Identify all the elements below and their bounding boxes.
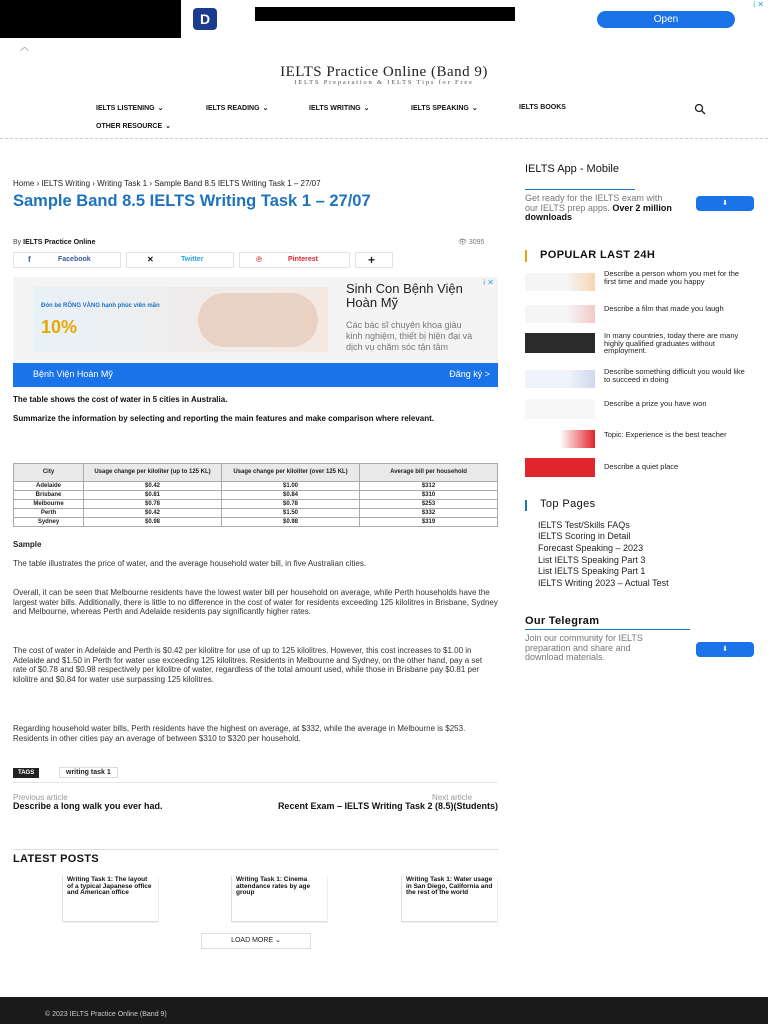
x-twitter-icon: ✕ <box>147 255 154 264</box>
water-cost-table <box>13 463 498 527</box>
app-widget-text: Get ready for the IELTS exam with our IELTS prep apps. Over 2 million downloads <box>525 193 672 222</box>
share-facebook-button[interactable]: f Facebook <box>13 252 121 268</box>
share-more-button[interactable] <box>355 252 393 268</box>
sample-paragraph: The cost of water in Adelaide and Perth is $0.42 per kilolitre for use of up to 125 kilolitres. However, this cost increases to $1.00 in Adelaide and $1.50 in Perth for water use exceeding 125 kilolitres. Residents in Melbourne and Sydney, on the other hand, pay a set rate of $0.78 and $0.98 respectively per kilolitre of water, regardless of the total amount used, while those in Brisbane pay $0.81 per kilolitre and $0.84 for water use surpassing 125 kilolitres. <box>13 646 483 684</box>
table-header: City <box>14 464 84 482</box>
copyright-text: © 2023 IELTS Practice Online (Band 9) <box>45 1011 167 1018</box>
nav-item-other-resource[interactable]: OTHER RESOURCE ⌄ <box>96 123 171 130</box>
ad-redacted-bar <box>255 7 515 21</box>
pinterest-icon: ℗ <box>256 255 262 264</box>
sample-heading: Sample <box>13 540 42 549</box>
sample-paragraph: Regarding household water bills, Perth residents have the highest on average, at $332, while the average in Melbourne is $253. Residents in other cities pay an average of between $310 to $320 per household. <box>13 724 466 743</box>
share-pinterest-button[interactable]: ℗ Pinterest <box>239 252 350 268</box>
facebook-icon: f <box>28 255 31 264</box>
app-widget-heading: IELTS App - Mobile <box>525 163 619 175</box>
divider <box>13 782 498 783</box>
sample-paragraph: The table illustrates the price of water, and the average household water bill, in five Australian cities. <box>13 559 367 568</box>
popular-thumbnail[interactable] <box>525 370 595 388</box>
divider <box>525 189 635 190</box>
popular-heading: POPULAR LAST 24H <box>540 249 656 261</box>
view-count: 👁 3095 <box>458 239 485 246</box>
popular-thumbnail[interactable] <box>525 430 595 448</box>
table-row: Brisbane $0.81 $0.84 $310 <box>14 491 498 500</box>
author-link[interactable]: IELTS Practice Online <box>23 239 96 246</box>
ad-title[interactable]: Sinh Con Bệnh Viện Hoàn Mỹ <box>346 281 463 310</box>
ad-image: Đón bé RỒNG VÀNG hạnh phúc viên mãn 10% <box>33 287 328 352</box>
table-header: Usage change per kiloliter (up to 125 KL) <box>84 464 222 482</box>
header-divider <box>0 138 768 140</box>
site-tagline: IELTS Preparation & IELTS Tips for Free <box>294 79 474 86</box>
table-row: Perth $0.42 $1.50 $332 <box>14 509 498 518</box>
latest-post-card[interactable]: Writing Task 1: The layout of a typical Japanese office and American office <box>62 876 158 922</box>
app-download-button[interactable] <box>696 196 754 211</box>
ad-cta-bar[interactable]: Bệnh Viện Hoàn Mỹ Đăng ký > <box>13 363 498 387</box>
site-title[interactable]: IELTS Practice Online (Band 9) <box>280 64 488 80</box>
ad-register-button[interactable]: Đăng ký > <box>449 369 490 379</box>
latest-post-card[interactable]: Writing Task 1: Water usage in San Diego, California and the rest of the world <box>401 876 497 922</box>
plus-icon: + <box>368 253 376 267</box>
table-header: Usage change per kiloliter (over 125 KL) <box>222 464 360 482</box>
popular-accent-bar <box>525 250 527 262</box>
telegram-heading: Our Telegram <box>525 615 600 627</box>
popular-thumbnail[interactable] <box>525 399 595 419</box>
popular-thumbnail[interactable] <box>525 273 595 291</box>
share-twitter-button[interactable]: ✕ Twitter <box>126 252 234 268</box>
top-page-link[interactable]: List IELTS Speaking Part 1 <box>538 566 646 576</box>
task-prompt: The table shows the cost of water in 5 cities in Australia. <box>13 395 228 404</box>
chevron-down-icon: ⌄ <box>363 105 370 112</box>
top-pages-accent-bar <box>525 500 527 511</box>
post-byline: By IELTS Practice Online <box>13 239 96 246</box>
nav-item-ielts-books[interactable]: IELTS BOOKS <box>519 104 566 111</box>
tags-label: TAGS <box>13 768 39 778</box>
top-pages-heading: Top Pages <box>540 498 596 510</box>
telegram-text: Join our community for IELTS preparation and share and download materials. <box>525 633 643 662</box>
inline-ad[interactable] <box>13 277 498 387</box>
latest-post-card[interactable]: Writing Task 1: Cinema attendance rates by age group <box>231 876 327 922</box>
tag-link[interactable]: writing task 1 <box>59 767 118 778</box>
nav-item-ielts-listening[interactable]: IELTS LISTENING ⌄ <box>96 105 164 112</box>
collapse-ad-button[interactable] <box>0 38 50 52</box>
divider <box>13 849 498 850</box>
search-icon[interactable] <box>694 103 706 115</box>
task-instruction: Summarize the information by selecting and reporting the main features and make comparison where relevant. <box>13 414 434 423</box>
nav-item-ielts-writing[interactable]: IELTS WRITING ⌄ <box>309 105 370 112</box>
ad-photo <box>198 293 318 347</box>
table-header: Average bill per household <box>360 464 498 482</box>
popular-thumbnail[interactable] <box>525 458 595 477</box>
top-page-link[interactable]: IELTS Scoring in Detail <box>538 531 631 541</box>
ad-text: Các bác sĩ chuyên khoa giàu kinh nghiệm, thiết bị hiện đại và dịch vụ chăm sóc tận tâm <box>346 320 473 352</box>
ad-open-button[interactable]: Open <box>597 11 735 28</box>
eye-icon: 👁 <box>458 239 467 246</box>
next-article-link[interactable]: Recent Exam – IELTS Writing Task 2 (8.5)(Students) <box>277 801 498 811</box>
table-row: Adelaide $0.42 $1.00 $312 <box>14 482 498 491</box>
ad-choices-icon[interactable]: i ✕ <box>753 0 764 9</box>
popular-thumbnail[interactable] <box>525 333 595 353</box>
top-page-link[interactable]: IELTS Test/Skills FAQs <box>538 520 630 530</box>
download-icon: ⬇ <box>722 200 728 207</box>
breadcrumb[interactable]: Home › IELTS Writing › Writing Task 1 › Sample Band 8.5 IELTS Writing Task 1 – 27/07 <box>13 179 321 188</box>
next-article-label: Next article <box>432 793 473 802</box>
chevron-down-icon: ⌄ <box>262 105 269 112</box>
chevron-up-icon: ︿ <box>20 42 30 52</box>
previous-article-label: Previous article <box>13 793 68 802</box>
nav-item-ielts-speaking[interactable]: IELTS SPEAKING ⌄ <box>411 105 478 112</box>
divider <box>525 629 690 630</box>
top-page-link[interactable]: List IELTS Speaking Part 3 <box>538 555 646 565</box>
previous-article-link[interactable]: Describe a long walk you ever had. <box>13 801 163 811</box>
chevron-down-icon: ⌄ <box>157 105 164 112</box>
footer <box>0 997 768 1024</box>
ad-logo-icon: D <box>193 8 217 30</box>
top-ad-content[interactable] <box>181 0 768 38</box>
load-more-button[interactable]: LOAD MORE ⌄ <box>201 933 311 949</box>
top-page-link[interactable]: IELTS Writing 2023 – Actual Test <box>538 578 669 588</box>
telegram-join-button[interactable] <box>696 642 754 657</box>
chevron-down-icon: ⌄ <box>471 105 478 112</box>
table-row: Melbourne $0.78 $0.78 $253 <box>14 500 498 509</box>
chevron-down-icon: ⌄ <box>165 123 171 130</box>
table-row: Sydney $0.98 $0.98 $319 <box>14 518 498 527</box>
post-title: Sample Band 8.5 IELTS Writing Task 1 – 27/07 <box>13 192 371 210</box>
top-page-link[interactable]: Forecast Speaking – 2023 <box>538 543 644 553</box>
ad-choices-icon[interactable]: i ✕ <box>483 278 494 287</box>
top-ad-banner[interactable] <box>0 0 768 38</box>
popular-thumbnail[interactable] <box>525 305 595 323</box>
download-icon: ⬇ <box>722 646 728 653</box>
latest-posts-heading: LATEST POSTS <box>13 853 99 865</box>
nav-item-ielts-reading[interactable]: IELTS READING ⌄ <box>206 105 269 112</box>
sample-paragraph: Overall, it can be seen that Melbourne residents have the lowest water bill per household on average, while Perth households have the largest water bills. Additionally, there is little to no difference in the cost of water for residents exceeding 125 kilolitres in Brisbane, Sydney and Melbourne, whereas Perth and Adelaide residents pay significantly higher rates. <box>13 588 498 617</box>
